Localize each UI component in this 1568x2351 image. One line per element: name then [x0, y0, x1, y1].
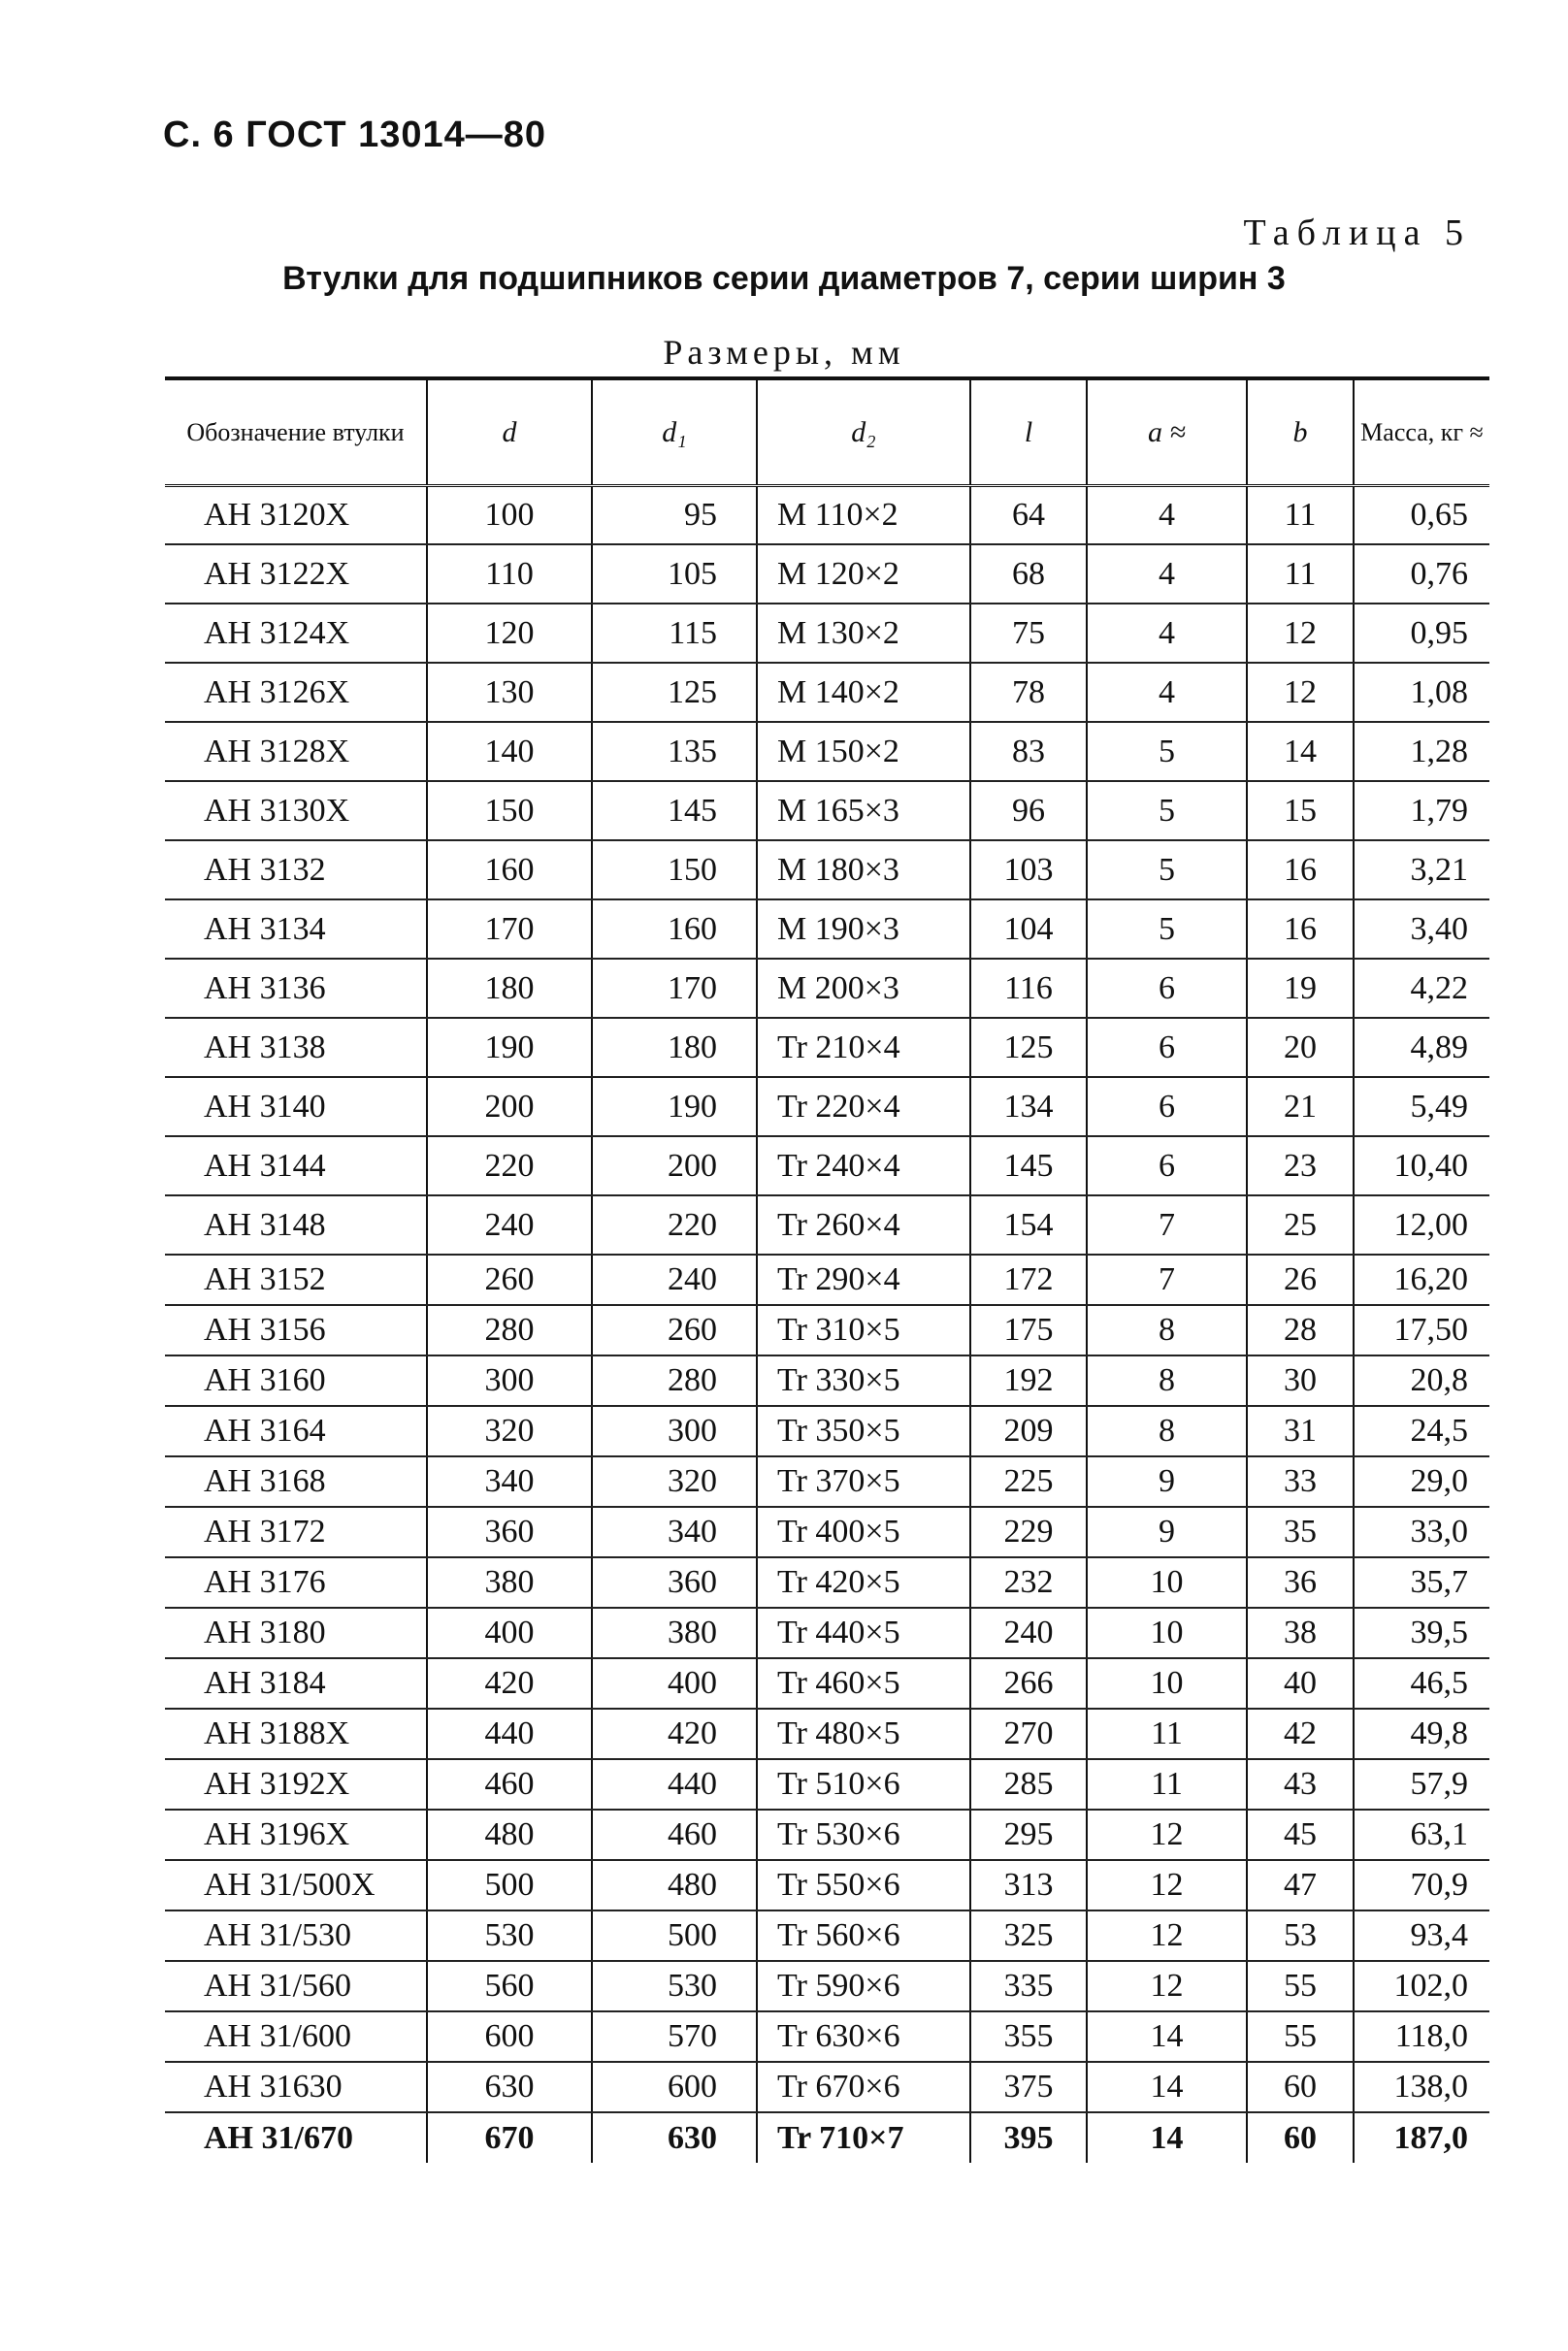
table-row: [165, 1136, 1489, 1195]
cell-b: 11: [1247, 485, 1354, 544]
cell-b: 60: [1247, 2062, 1354, 2112]
cell-designation: АН 3180: [165, 1608, 427, 1658]
cell-b: 16: [1247, 840, 1354, 899]
cell-d: 600: [427, 2011, 592, 2062]
cell-d2: М 190×3: [757, 899, 970, 959]
cell-a: 4: [1087, 663, 1247, 722]
cell-d1: 145: [592, 781, 757, 840]
cell-designation: АН 3172: [165, 1507, 427, 1557]
table-row: [165, 2062, 1489, 2112]
cell-b: 12: [1247, 604, 1354, 663]
cell-d: 200: [427, 1077, 592, 1136]
table-row: [165, 1305, 1489, 1355]
cell-d1: 200: [592, 1136, 757, 1195]
table-row: [165, 1507, 1489, 1557]
cell-mass: 5,49: [1354, 1077, 1489, 1136]
cell-mass: 57,9: [1354, 1759, 1489, 1810]
cell-mass: 0,95: [1354, 604, 1489, 663]
cell-designation: АН 3138: [165, 1018, 427, 1077]
table-row: [165, 1456, 1489, 1507]
cell-b: 28: [1247, 1305, 1354, 1355]
cell-designation: АН 31/560: [165, 1961, 427, 2011]
units-caption: Размеры, мм: [663, 333, 905, 372]
cell-d: 530: [427, 1910, 592, 1961]
cell-a: 6: [1087, 1136, 1247, 1195]
cell-d1: 630: [592, 2112, 757, 2163]
cell-b: 53: [1247, 1910, 1354, 1961]
cell-designation: АН 31/600: [165, 2011, 427, 2062]
cell-l: 192: [970, 1355, 1087, 1406]
table-row: [165, 1810, 1489, 1860]
cell-d1: 380: [592, 1608, 757, 1658]
cell-d1: 190: [592, 1077, 757, 1136]
bushings-table-container: [165, 376, 1489, 2163]
cell-a: 6: [1087, 959, 1247, 1018]
cell-d: 170: [427, 899, 592, 959]
cell-d: 440: [427, 1709, 592, 1759]
cell-d1: 180: [592, 1018, 757, 1077]
cell-d2: М 165×3: [757, 781, 970, 840]
cell-b: 11: [1247, 544, 1354, 604]
table-row: [165, 1961, 1489, 2011]
cell-l: 64: [970, 485, 1087, 544]
cell-l: 232: [970, 1557, 1087, 1608]
cell-mass: 12,00: [1354, 1195, 1489, 1255]
page-header: С. 6 ГОСТ 13014—80: [163, 114, 547, 155]
cell-l: 125: [970, 1018, 1087, 1077]
cell-a: 5: [1087, 722, 1247, 781]
cell-d2: М 150×2: [757, 722, 970, 781]
cell-designation: АН 3152: [165, 1255, 427, 1305]
cell-d: 110: [427, 544, 592, 604]
table-row: [165, 604, 1489, 663]
cell-designation: АН 3184: [165, 1658, 427, 1709]
cell-mass: 4,22: [1354, 959, 1489, 1018]
cell-d1: 320: [592, 1456, 757, 1507]
cell-designation: АН 3136: [165, 959, 427, 1018]
cell-l: 154: [970, 1195, 1087, 1255]
cell-d1: 170: [592, 959, 757, 1018]
cell-d1: 440: [592, 1759, 757, 1810]
cell-b: 33: [1247, 1456, 1354, 1507]
cell-l: 175: [970, 1305, 1087, 1355]
cell-designation: АН 3126Х: [165, 663, 427, 722]
header-designation: Обозначение втулки: [165, 378, 427, 485]
cell-a: 4: [1087, 485, 1247, 544]
cell-mass: 46,5: [1354, 1658, 1489, 1709]
table-row: [165, 1860, 1489, 1910]
cell-d: 280: [427, 1305, 592, 1355]
cell-designation: АН 3144: [165, 1136, 427, 1195]
cell-d: 100: [427, 485, 592, 544]
cell-mass: 0,65: [1354, 485, 1489, 544]
cell-l: 145: [970, 1136, 1087, 1195]
cell-d1: 360: [592, 1557, 757, 1608]
cell-d1: 150: [592, 840, 757, 899]
cell-b: 43: [1247, 1759, 1354, 1810]
table-row: [165, 663, 1489, 722]
cell-b: 40: [1247, 1658, 1354, 1709]
table-row: [165, 959, 1489, 1018]
cell-b: 12: [1247, 663, 1354, 722]
cell-l: 229: [970, 1507, 1087, 1557]
cell-b: 55: [1247, 1961, 1354, 2011]
cell-d: 120: [427, 604, 592, 663]
cell-designation: АН 3130Х: [165, 781, 427, 840]
cell-designation: АН 3120Х: [165, 485, 427, 544]
cell-a: 10: [1087, 1608, 1247, 1658]
cell-b: 16: [1247, 899, 1354, 959]
table-row: [165, 1608, 1489, 1658]
cell-l: 325: [970, 1910, 1087, 1961]
cell-a: 5: [1087, 781, 1247, 840]
cell-b: 23: [1247, 1136, 1354, 1195]
cell-a: 12: [1087, 1910, 1247, 1961]
table-row: [165, 2112, 1489, 2163]
cell-a: 7: [1087, 1255, 1247, 1305]
cell-mass: 63,1: [1354, 1810, 1489, 1860]
cell-b: 25: [1247, 1195, 1354, 1255]
header-d: d: [427, 378, 592, 485]
cell-d2: Tr 290×4: [757, 1255, 970, 1305]
cell-mass: 138,0: [1354, 2062, 1489, 2112]
cell-d: 160: [427, 840, 592, 899]
cell-mass: 29,0: [1354, 1456, 1489, 1507]
cell-d1: 600: [592, 2062, 757, 2112]
table-row: [165, 1406, 1489, 1456]
table-row: [165, 1255, 1489, 1305]
table-row: [165, 1557, 1489, 1608]
cell-a: 4: [1087, 544, 1247, 604]
cell-mass: 1,79: [1354, 781, 1489, 840]
cell-d2: М 180×3: [757, 840, 970, 899]
cell-d2: Tr 550×6: [757, 1860, 970, 1910]
cell-b: 26: [1247, 1255, 1354, 1305]
cell-a: 4: [1087, 604, 1247, 663]
cell-b: 47: [1247, 1860, 1354, 1910]
table-number: Таблица 5: [1243, 212, 1471, 253]
cell-designation: АН 3192Х: [165, 1759, 427, 1810]
cell-mass: 70,9: [1354, 1860, 1489, 1910]
cell-d: 670: [427, 2112, 592, 2163]
cell-mass: 20,8: [1354, 1355, 1489, 1406]
cell-designation: АН 3122Х: [165, 544, 427, 604]
cell-mass: 39,5: [1354, 1608, 1489, 1658]
cell-d2: Tr 400×5: [757, 1507, 970, 1557]
cell-d: 130: [427, 663, 592, 722]
cell-d2: Tr 330×5: [757, 1355, 970, 1406]
cell-designation: АН 3160: [165, 1355, 427, 1406]
cell-a: 8: [1087, 1305, 1247, 1355]
table-title: Втулки для подшипников серии диаметров 7, серии ширин 3: [282, 260, 1286, 297]
cell-b: 38: [1247, 1608, 1354, 1658]
cell-d2: Tr 460×5: [757, 1658, 970, 1709]
cell-a: 6: [1087, 1077, 1247, 1136]
table-row: [165, 485, 1489, 544]
cell-a: 14: [1087, 2062, 1247, 2112]
cell-d2: Tr 350×5: [757, 1406, 970, 1456]
cell-mass: 93,4: [1354, 1910, 1489, 1961]
cell-d1: 135: [592, 722, 757, 781]
cell-d1: 300: [592, 1406, 757, 1456]
cell-d1: 570: [592, 2011, 757, 2062]
cell-d: 300: [427, 1355, 592, 1406]
cell-l: 209: [970, 1406, 1087, 1456]
cell-d1: 105: [592, 544, 757, 604]
cell-d2: Tr 420×5: [757, 1557, 970, 1608]
cell-d: 400: [427, 1608, 592, 1658]
cell-d1: 125: [592, 663, 757, 722]
cell-l: 134: [970, 1077, 1087, 1136]
cell-d2: М 130×2: [757, 604, 970, 663]
cell-mass: 187,0: [1354, 2112, 1489, 2163]
cell-mass: 24,5: [1354, 1406, 1489, 1456]
cell-d1: 220: [592, 1195, 757, 1255]
cell-mass: 4,89: [1354, 1018, 1489, 1077]
cell-designation: АН 3128Х: [165, 722, 427, 781]
table-row: [165, 722, 1489, 781]
cell-a: 14: [1087, 2112, 1247, 2163]
cell-l: 172: [970, 1255, 1087, 1305]
cell-designation: АН 3140: [165, 1077, 427, 1136]
cell-d2: Tr 210×4: [757, 1018, 970, 1077]
table-row: [165, 544, 1489, 604]
cell-d2: Tr 480×5: [757, 1709, 970, 1759]
table-row: [165, 1759, 1489, 1810]
cell-d2: Tr 670×6: [757, 2062, 970, 2112]
cell-designation: АН 31630: [165, 2062, 427, 2112]
cell-d: 340: [427, 1456, 592, 1507]
cell-d1: 500: [592, 1910, 757, 1961]
cell-d2: Tr 630×6: [757, 2011, 970, 2062]
cell-mass: 0,76: [1354, 544, 1489, 604]
cell-designation: АН 3156: [165, 1305, 427, 1355]
cell-d: 420: [427, 1658, 592, 1709]
cell-mass: 35,7: [1354, 1557, 1489, 1608]
cell-mass: 1,28: [1354, 722, 1489, 781]
cell-d2: Tr 710×7: [757, 2112, 970, 2163]
cell-l: 295: [970, 1810, 1087, 1860]
cell-d: 180: [427, 959, 592, 1018]
cell-d: 380: [427, 1557, 592, 1608]
cell-a: 8: [1087, 1355, 1247, 1406]
header-l: l: [970, 378, 1087, 485]
cell-mass: 3,40: [1354, 899, 1489, 959]
table-row: [165, 2011, 1489, 2062]
table-row: [165, 781, 1489, 840]
table-row: [165, 1018, 1489, 1077]
cell-d2: М 120×2: [757, 544, 970, 604]
cell-mass: 102,0: [1354, 1961, 1489, 2011]
cell-a: 12: [1087, 1810, 1247, 1860]
header-d2: d₂: [757, 378, 970, 485]
cell-d: 480: [427, 1810, 592, 1860]
cell-d2: М 110×2: [757, 485, 970, 544]
cell-mass: 49,8: [1354, 1709, 1489, 1759]
cell-d: 560: [427, 1961, 592, 2011]
table-body: [165, 485, 1489, 2163]
cell-a: 11: [1087, 1709, 1247, 1759]
cell-a: 10: [1087, 1658, 1247, 1709]
cell-d1: 460: [592, 1810, 757, 1860]
cell-b: 19: [1247, 959, 1354, 1018]
cell-l: 313: [970, 1860, 1087, 1910]
cell-d2: Tr 260×4: [757, 1195, 970, 1255]
cell-d: 630: [427, 2062, 592, 2112]
cell-a: 9: [1087, 1456, 1247, 1507]
cell-a: 10: [1087, 1557, 1247, 1608]
cell-l: 78: [970, 663, 1087, 722]
cell-d: 260: [427, 1255, 592, 1305]
cell-designation: АН 3134: [165, 899, 427, 959]
cell-l: 285: [970, 1759, 1087, 1810]
cell-designation: АН 31/500Х: [165, 1860, 427, 1910]
cell-d1: 340: [592, 1507, 757, 1557]
cell-l: 335: [970, 1961, 1087, 2011]
cell-designation: АН 31/530: [165, 1910, 427, 1961]
cell-d2: Tr 590×6: [757, 1961, 970, 2011]
cell-d: 190: [427, 1018, 592, 1077]
cell-d2: Tr 440×5: [757, 1608, 970, 1658]
cell-b: 45: [1247, 1810, 1354, 1860]
cell-d1: 480: [592, 1860, 757, 1910]
cell-mass: 1,08: [1354, 663, 1489, 722]
cell-l: 395: [970, 2112, 1087, 2163]
cell-a: 9: [1087, 1507, 1247, 1557]
cell-d: 140: [427, 722, 592, 781]
cell-designation: АН 3196Х: [165, 1810, 427, 1860]
cell-designation: АН 3148: [165, 1195, 427, 1255]
cell-l: 116: [970, 959, 1087, 1018]
cell-l: 266: [970, 1658, 1087, 1709]
table-row: [165, 1077, 1489, 1136]
cell-d: 360: [427, 1507, 592, 1557]
cell-d2: Tr 240×4: [757, 1136, 970, 1195]
cell-b: 36: [1247, 1557, 1354, 1608]
cell-mass: 10,40: [1354, 1136, 1489, 1195]
cell-a: 11: [1087, 1759, 1247, 1810]
cell-designation: АН 3132: [165, 840, 427, 899]
table-header-row: [165, 378, 1489, 485]
cell-designation: АН 31/670: [204, 2119, 353, 2156]
cell-d2: Tr 510×6: [757, 1759, 970, 1810]
cell-a: 6: [1087, 1018, 1247, 1077]
cell-l: 375: [970, 2062, 1087, 2112]
cell-b: 60: [1247, 2112, 1354, 2163]
cell-d: 240: [427, 1195, 592, 1255]
table-row: [165, 1195, 1489, 1255]
cell-b: 42: [1247, 1709, 1354, 1759]
cell-d1: 240: [592, 1255, 757, 1305]
cell-l: 103: [970, 840, 1087, 899]
cell-mass: 3,21: [1354, 840, 1489, 899]
cell-l: 355: [970, 2011, 1087, 2062]
cell-d2: Tr 560×6: [757, 1910, 970, 1961]
table-row: [165, 840, 1489, 899]
cell-d2: Tr 310×5: [757, 1305, 970, 1355]
header-d1: d₁: [592, 378, 757, 485]
cell-designation: АН 3124Х: [165, 604, 427, 663]
cell-l: 96: [970, 781, 1087, 840]
cell-d1: 420: [592, 1709, 757, 1759]
cell-mass: 17,50: [1354, 1305, 1489, 1355]
cell-mass: 16,20: [1354, 1255, 1489, 1305]
cell-d: 220: [427, 1136, 592, 1195]
cell-a: 12: [1087, 1860, 1247, 1910]
table-row: [165, 1709, 1489, 1759]
cell-d2: Tr 530×6: [757, 1810, 970, 1860]
cell-designation: АН 3176: [165, 1557, 427, 1608]
cell-l: 270: [970, 1709, 1087, 1759]
cell-designation: АН 3164: [165, 1406, 427, 1456]
cell-l: 225: [970, 1456, 1087, 1507]
cell-b: 55: [1247, 2011, 1354, 2062]
cell-a: 12: [1087, 1961, 1247, 2011]
cell-d1: 280: [592, 1355, 757, 1406]
cell-d2: М 200×3: [757, 959, 970, 1018]
cell-mass: 33,0: [1354, 1507, 1489, 1557]
cell-b: 30: [1247, 1355, 1354, 1406]
cell-b: 14: [1247, 722, 1354, 781]
cell-b: 20: [1247, 1018, 1354, 1077]
cell-d1: 160: [592, 899, 757, 959]
table-row: [165, 1910, 1489, 1961]
cell-a: 14: [1087, 2011, 1247, 2062]
cell-d1: 260: [592, 1305, 757, 1355]
table-row: [165, 899, 1489, 959]
cell-d: 460: [427, 1759, 592, 1810]
cell-d1: 115: [592, 604, 757, 663]
cell-d1: 530: [592, 1961, 757, 2011]
cell-d: 500: [427, 1860, 592, 1910]
cell-designation: АН 3168: [165, 1456, 427, 1507]
bushings-table: [165, 376, 1489, 2163]
cell-l: 240: [970, 1608, 1087, 1658]
cell-a: 8: [1087, 1406, 1247, 1456]
cell-d2: М 140×2: [757, 663, 970, 722]
cell-l: 83: [970, 722, 1087, 781]
cell-b: 31: [1247, 1406, 1354, 1456]
header-b: b: [1247, 378, 1354, 485]
table-row: [165, 1355, 1489, 1406]
cell-d1: 95: [592, 485, 757, 544]
table-row: [165, 1658, 1489, 1709]
cell-d: 320: [427, 1406, 592, 1456]
cell-a: 7: [1087, 1195, 1247, 1255]
cell-designation: АН 3188Х: [165, 1709, 427, 1759]
header-mass: Масса, кг ≈: [1354, 378, 1489, 485]
cell-a: 5: [1087, 899, 1247, 959]
cell-l: 68: [970, 544, 1087, 604]
cell-l: 75: [970, 604, 1087, 663]
cell-d2: Tr 220×4: [757, 1077, 970, 1136]
cell-d2: Tr 370×5: [757, 1456, 970, 1507]
cell-a: 5: [1087, 840, 1247, 899]
cell-b: 21: [1247, 1077, 1354, 1136]
cell-d: 150: [427, 781, 592, 840]
header-a: a ≈: [1087, 378, 1247, 485]
cell-b: 15: [1247, 781, 1354, 840]
cell-b: 35: [1247, 1507, 1354, 1557]
cell-l: 104: [970, 899, 1087, 959]
cell-d1: 400: [592, 1658, 757, 1709]
cell-mass: 118,0: [1354, 2011, 1489, 2062]
